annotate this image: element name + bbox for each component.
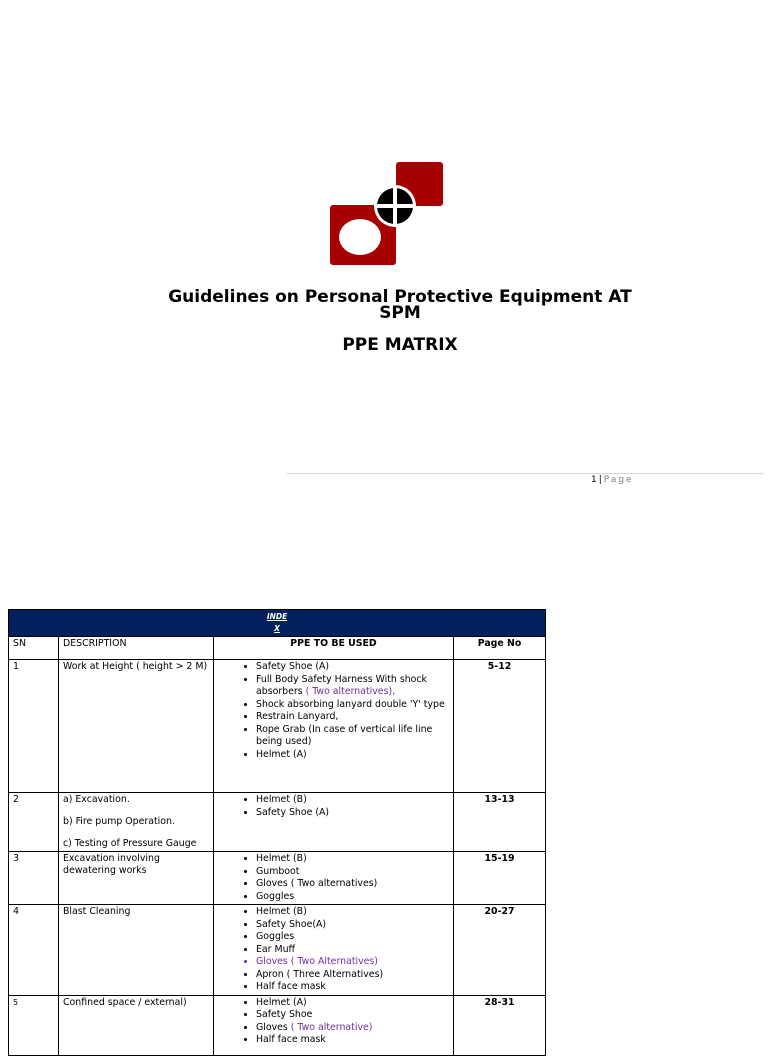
ppe-item-text: Apron ( Three Alternatives) — [256, 968, 384, 980]
page-separator: | — [598, 475, 602, 485]
row-page-no: 5-12 — [454, 660, 546, 793]
ppe-item-text: Helmet (B) — [256, 906, 307, 917]
row-page-no: 13-13 — [454, 793, 546, 852]
ppe-item — [256, 981, 449, 994]
ppe-item — [256, 956, 449, 969]
ppe-item — [256, 1009, 449, 1022]
row-page-no: 15-19 — [454, 852, 546, 905]
row-page-no: 20-27 — [454, 905, 546, 996]
ppe-item-text: Helmet (B) — [256, 853, 307, 864]
ppe-list — [218, 997, 449, 1047]
footer-divider — [287, 473, 764, 474]
description-line: b) Fire pump Operation. — [63, 816, 175, 827]
ppe-item-text: Goggles — [256, 931, 295, 942]
ppe-item — [256, 931, 449, 944]
ppe-item-text: Half face mask — [256, 981, 326, 992]
row-ppe-list — [214, 905, 454, 996]
col-description-header: DESCRIPTION — [59, 637, 214, 660]
ppe-item — [256, 807, 449, 820]
page-footer — [591, 475, 634, 485]
row-ppe-list — [214, 660, 454, 793]
ppe-item — [256, 699, 449, 712]
index-header-row — [9, 610, 546, 637]
ppe-list — [218, 853, 449, 903]
ppe-item-text: Shock absorbing lanyard double 'Y' type — [256, 698, 445, 710]
row-description — [59, 995, 214, 1055]
ppe-item-text: Safety Shoe(A) — [256, 918, 327, 930]
ppe-item-text: Safety Shoe — [256, 1009, 313, 1020]
title-line-2: SPM — [379, 303, 421, 323]
ppe-item — [256, 944, 449, 957]
ppe-item — [256, 997, 449, 1010]
row-description — [59, 660, 214, 793]
ppe-item-text: Safety Shoe (A) — [256, 661, 330, 672]
table-row — [9, 660, 546, 793]
row-description — [59, 852, 214, 905]
ppe-item-text: Full Body Safety Harness With shock absorbers — [256, 673, 427, 697]
ppe-item-alternatives: ( Two alternative) — [290, 1021, 373, 1033]
page-number: 1 — [591, 475, 597, 485]
ppe-item-text: Gloves ( Two alternatives) — [256, 878, 378, 889]
company-logo — [330, 162, 444, 266]
description-line: c) Testing of Pressure Gauge — [63, 838, 197, 849]
ppe-item — [256, 1034, 449, 1047]
ppe-item — [256, 1022, 449, 1035]
document-title — [120, 289, 680, 321]
table-row — [9, 995, 546, 1055]
document-subtitle: PPE MATRIX — [342, 335, 458, 355]
row-page-no: 28-31 — [454, 995, 546, 1055]
table-row — [9, 905, 546, 996]
ppe-item — [256, 674, 449, 699]
ppe-item — [256, 661, 449, 674]
ppe-item-text: Helmet (A) — [256, 748, 307, 760]
ppe-item-text: Half face mask — [256, 1034, 326, 1045]
ppe-item — [256, 878, 449, 891]
row-sn: 2 — [9, 793, 59, 852]
ppe-item — [256, 919, 449, 932]
description-line: a) Excavation. — [63, 794, 130, 805]
row-description — [59, 905, 214, 996]
ppe-item — [256, 853, 449, 866]
row-sn: 4 — [9, 905, 59, 996]
ppe-list — [218, 661, 449, 761]
index-header-line-1: INDE — [266, 612, 288, 621]
description-line: Work at Height ( height > 2 M) — [63, 661, 208, 672]
row-sn: 1 — [9, 660, 59, 793]
ppe-item-text: Gloves — [256, 956, 291, 967]
row-sn: 5 — [9, 995, 59, 1055]
ppe-item — [256, 891, 449, 904]
row-description — [59, 793, 214, 852]
ppe-item-text: Helmet (B) — [256, 794, 307, 805]
row-ppe-list — [214, 793, 454, 852]
ppe-item-text: Ear Muff — [256, 943, 295, 955]
ppe-item-alternatives: ( Two Alternatives) — [290, 956, 378, 967]
ppe-item — [256, 969, 449, 982]
ppe-item-text: Safety Shoe (A) — [256, 806, 330, 818]
index-header — [9, 610, 546, 637]
ppe-item-alternatives: ( Two alternatives), — [305, 686, 396, 697]
table-row — [9, 793, 546, 852]
ppe-index-table — [8, 609, 546, 1056]
ppe-item-text: Rope Grab (In case of vertical life line being used) — [256, 723, 433, 747]
col-page-header: Page No — [454, 637, 546, 660]
ppe-item — [256, 906, 449, 919]
title-line-1: Guidelines on Personal Protective Equipment AT — [168, 287, 632, 307]
column-header-row — [9, 637, 546, 660]
description-line: Confined space / external) — [63, 996, 187, 1008]
ppe-item-text: Gloves — [256, 1021, 291, 1033]
row-ppe-list — [214, 995, 454, 1055]
ppe-item — [256, 724, 449, 749]
col-sn-header: SN — [9, 637, 59, 660]
ppe-item — [256, 711, 449, 724]
ppe-item-text: Goggles — [256, 890, 295, 902]
row-ppe-list — [214, 852, 454, 905]
ppe-item-text: Restrain Lanyard, — [256, 711, 339, 722]
ppe-item-text: Helmet (A) — [256, 996, 307, 1008]
ppe-list — [218, 906, 449, 994]
ppe-item — [256, 749, 449, 762]
ppe-list — [218, 794, 449, 819]
row-sn: 3 — [9, 852, 59, 905]
col-ppe-header: PPE TO BE USED — [214, 637, 454, 660]
ppe-item — [256, 866, 449, 879]
ppe-item-text: Gumboot — [256, 865, 300, 877]
index-header-line-2: X — [274, 624, 280, 633]
page-label: Page — [603, 475, 634, 485]
description-line: Blast Cleaning — [63, 906, 131, 917]
description-line: Excavation involving dewatering works — [63, 853, 160, 876]
ppe-item — [256, 794, 449, 807]
table-row — [9, 852, 546, 905]
